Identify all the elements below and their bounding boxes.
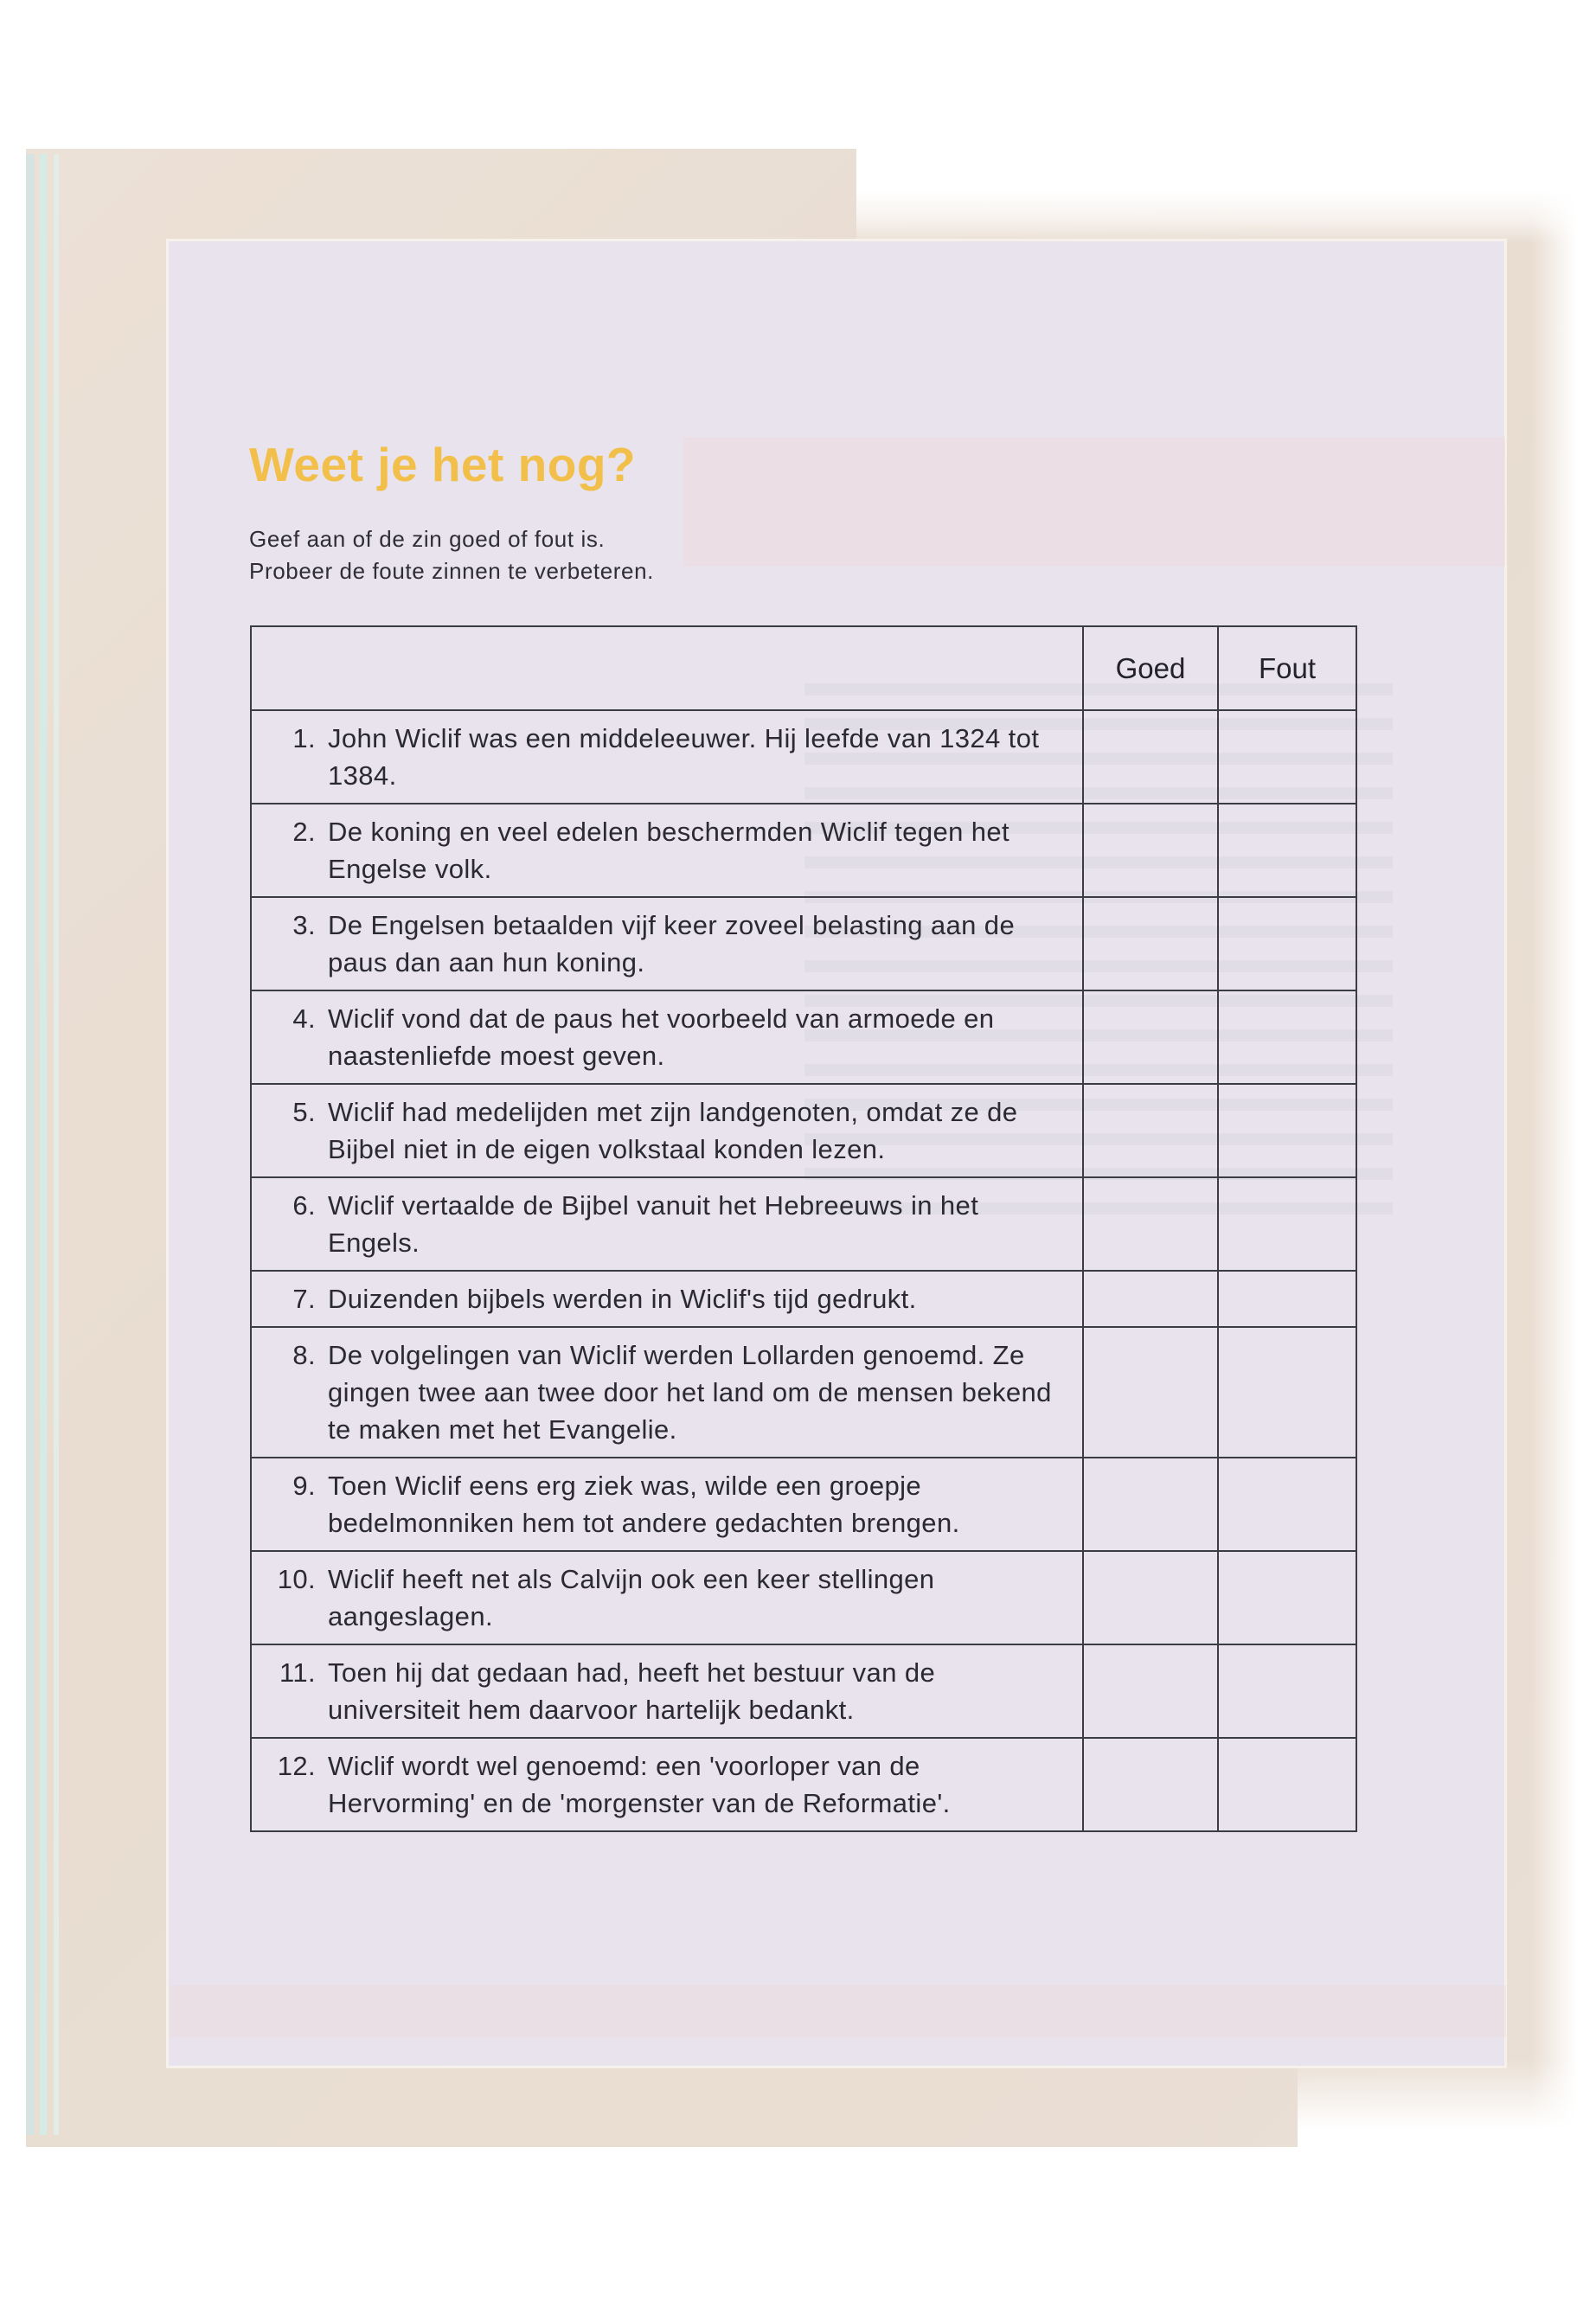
statement-text: De koning en veel edelen beschermden Wiclif tegen het Engelse volk. — [328, 817, 1010, 884]
table-row — [251, 990, 1356, 1084]
fout-header: Fout — [1218, 626, 1356, 710]
statement-number: 7. — [292, 1284, 316, 1314]
statement-number: 3. — [292, 910, 316, 940]
table-row — [251, 1458, 1356, 1551]
statement-number: 4. — [292, 1003, 316, 1034]
fout-cell[interactable] — [1218, 1458, 1356, 1551]
goed-cell[interactable] — [1083, 1738, 1218, 1831]
show-through-band — [170, 1985, 1506, 2037]
fout-cell[interactable] — [1218, 1738, 1356, 1831]
fout-cell[interactable] — [1218, 1327, 1356, 1458]
statement-cell — [251, 710, 1083, 804]
statement-text: Toen hij dat gedaan had, heeft het bestuur van de universiteit hem daarvoor hartelijk bedankt. — [328, 1657, 936, 1725]
statement-number: 2. — [292, 817, 316, 847]
fout-cell[interactable] — [1218, 1551, 1356, 1644]
table-row — [251, 804, 1356, 897]
goed-cell[interactable] — [1083, 897, 1218, 990]
statement-cell — [251, 897, 1083, 990]
statement-cell — [251, 1458, 1083, 1551]
torn-edge-bottom — [1298, 2059, 1596, 2147]
torn-edge-top — [856, 149, 1596, 244]
fout-cell[interactable] — [1218, 990, 1356, 1084]
statement-number: 8. — [292, 1340, 316, 1370]
statement-number: 1. — [292, 723, 316, 753]
page-title: Weet je het nog? — [249, 438, 637, 491]
statement-number: 9. — [292, 1471, 316, 1501]
goed-cell[interactable] — [1083, 1458, 1218, 1551]
statement-text: Toen Wiclif eens erg ziek was, wilde een groepje bedelmonniken hem tot andere gedachten brengen. — [328, 1471, 960, 1538]
table-row — [251, 1644, 1356, 1738]
table-header-row — [251, 626, 1356, 710]
goed-cell[interactable] — [1083, 1644, 1218, 1738]
statement-cell — [251, 990, 1083, 1084]
goed-cell[interactable] — [1083, 1177, 1218, 1271]
statement-cell — [251, 1644, 1083, 1738]
goed-cell[interactable] — [1083, 710, 1218, 804]
statement-header — [251, 626, 1083, 710]
statement-cell — [251, 804, 1083, 897]
statement-number: 6. — [292, 1190, 316, 1221]
table-row — [251, 1738, 1356, 1831]
fout-cell[interactable] — [1218, 804, 1356, 897]
fout-cell[interactable] — [1218, 1177, 1356, 1271]
page-edge-stripe — [54, 154, 59, 2135]
table-row — [251, 1177, 1356, 1271]
table-row — [251, 1084, 1356, 1177]
table-row — [251, 710, 1356, 804]
statement-text: Wiclif vond dat de paus het voorbeeld van armoede en naastenliefde moest geven. — [328, 1003, 995, 1071]
goed-cell[interactable] — [1083, 1271, 1218, 1327]
statement-cell — [251, 1271, 1083, 1327]
table-row — [251, 897, 1356, 990]
table-row — [251, 1327, 1356, 1458]
fout-cell[interactable] — [1218, 1644, 1356, 1738]
goed-cell[interactable] — [1083, 990, 1218, 1084]
statement-number: 11. — [279, 1657, 316, 1688]
statement-text: De volgelingen van Wiclif werden Lollarden genoemd. Ze gingen twee aan twee door het land om de mensen bekend te maken met het Evangelie. — [328, 1340, 1052, 1445]
statement-text: De Engelsen betaalden vijf keer zoveel belasting aan de paus dan aan hun koning. — [328, 910, 1016, 977]
statement-number: 10. — [277, 1564, 316, 1594]
torn-edge-right — [1531, 149, 1596, 2147]
statement-number: 12. — [277, 1751, 316, 1781]
fout-cell[interactable] — [1218, 710, 1356, 804]
statement-text: Duizenden bijbels werden in Wiclif's tijd gedrukt. — [328, 1284, 917, 1314]
statement-text: Wiclif vertaalde de Bijbel vanuit het Hebreeuws in het Engels. — [328, 1190, 979, 1258]
statement-cell — [251, 1738, 1083, 1831]
goed-header: Goed — [1083, 626, 1218, 710]
fout-cell[interactable] — [1218, 1271, 1356, 1327]
instructions — [249, 523, 654, 587]
table-row — [251, 1271, 1356, 1327]
show-through-band — [683, 437, 1505, 567]
goed-cell[interactable] — [1083, 1084, 1218, 1177]
statement-text: Wiclif heeft net als Calvijn ook een keer stellingen aangeslagen. — [328, 1564, 935, 1631]
fout-cell[interactable] — [1218, 1084, 1356, 1177]
statement-text: John Wiclif was een middeleeuwer. Hij leefde van 1324 tot 1384. — [328, 723, 1040, 791]
quiz-table — [250, 625, 1357, 1832]
instruction-line: Geef aan of de zin goed of fout is. — [249, 526, 606, 552]
goed-cell[interactable] — [1083, 1327, 1218, 1458]
goed-cell[interactable] — [1083, 1551, 1218, 1644]
statement-cell — [251, 1177, 1083, 1271]
statement-number: 5. — [292, 1097, 316, 1127]
page-edge-stripe — [40, 154, 47, 2135]
statement-text: Wiclif had medelijden met zijn landgenoten, omdat ze de Bijbel niet in de eigen volkstaal konden lezen. — [328, 1097, 1018, 1164]
page-edge-stripe — [26, 154, 35, 2135]
goed-cell[interactable] — [1083, 804, 1218, 897]
statement-text: Wiclif wordt wel genoemd: een 'voorloper van de Hervorming' en de 'morgenster van de Reformatie'. — [328, 1751, 951, 1818]
fout-cell[interactable] — [1218, 897, 1356, 990]
statement-cell — [251, 1327, 1083, 1458]
statement-cell — [251, 1551, 1083, 1644]
instruction-line: Probeer de foute zinnen te verbeteren. — [249, 558, 654, 584]
statement-cell — [251, 1084, 1083, 1177]
table-row — [251, 1551, 1356, 1644]
